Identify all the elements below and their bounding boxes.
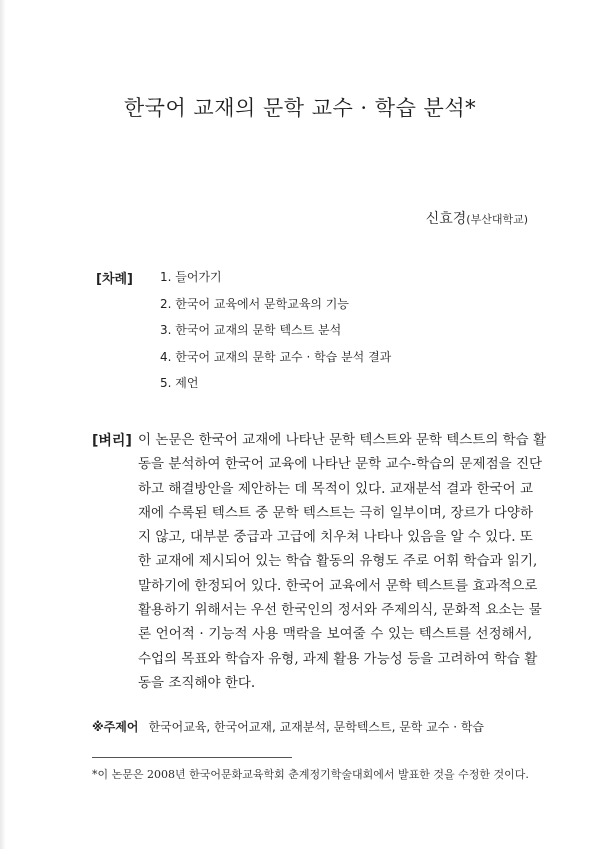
abstract-line: 동을 분석하여 한국어 교육에 나타난 문학 교수-학습의 문제점을 진단	[138, 456, 543, 473]
abstract-line: 이 논문은 한국어 교재에 나타난 문학 텍스트와 문학 텍스트의 학습 활	[138, 432, 547, 448]
toc-item: 1. 들어가기	[160, 270, 222, 284]
author-affiliation: (부산대학교)	[466, 213, 528, 226]
abstract-line: 말하기에 한정되어 있다. 한국어 교육에서 문학 텍스트를 효과적으로	[138, 577, 538, 594]
abstract-line: 론 언어적 · 기능적 사용 맥락을 보여줄 수 있는 텍스트를 선정해서,	[138, 626, 532, 643]
abstract-line: 하고 해결방안을 제안하는 데 목적이 있다. 교재분석 결과 한국어 교	[138, 480, 534, 497]
keywords-text: 한국어교육, 한국어교재, 교재분석, 문학텍스트, 문학 교수 · 학습	[148, 720, 485, 734]
abstract-line: 한 교재에 제시되어 있는 학습 활동의 유형도 주로 어휘 학습과 읽기,	[138, 553, 538, 570]
paper-title: 한국어 교재의 문학 교수 · 학습 분석*	[123, 96, 477, 120]
abstract-line: 지 않고, 대부분 중급과 고급에 치우쳐 나타나 있음을 알 수 있다. 또	[138, 529, 533, 546]
abstract-label: [벼리]	[92, 433, 132, 449]
abstract-line: 수업의 목표와 학습자 유형, 과제 활용 가능성 등을 고려하여 학습 활	[138, 650, 538, 667]
abstract-line: 재에 수록된 텍스트 중 문학 텍스트는 극히 일부이며, 장르가 다양하	[138, 504, 534, 521]
footnote: *이 논문은 2008년 한국어문화교육학회 춘계정기학술대회에서 발표한 것을 수정한 것이다.	[92, 768, 529, 781]
abstract-body	[138, 428, 547, 695]
keywords-block	[92, 718, 484, 735]
footnote-divider	[92, 757, 292, 758]
abstract-line: 동을 조직해야 한다.	[138, 674, 256, 691]
toc-item: 5. 제언	[160, 376, 199, 390]
toc-item: 3. 한국어 교재의 문학 텍스트 분석	[160, 323, 342, 337]
keywords-label: ※주제어	[92, 720, 139, 734]
scan-edge-shadow	[0, 0, 6, 849]
toc-label: [차례]	[96, 272, 133, 287]
toc-list	[160, 268, 391, 401]
author-block	[426, 208, 528, 228]
author-name: 신효경	[425, 211, 467, 227]
toc-item: 4. 한국어 교재의 문학 교수 · 학습 분석 결과	[160, 349, 392, 364]
abstract-line: 활용하기 위해서는 우선 한국인의 정서와 주제의식, 문화적 요소는 물	[138, 602, 542, 619]
toc-item: 2. 한국어 교육에서 문학교육의 기능	[160, 296, 349, 311]
